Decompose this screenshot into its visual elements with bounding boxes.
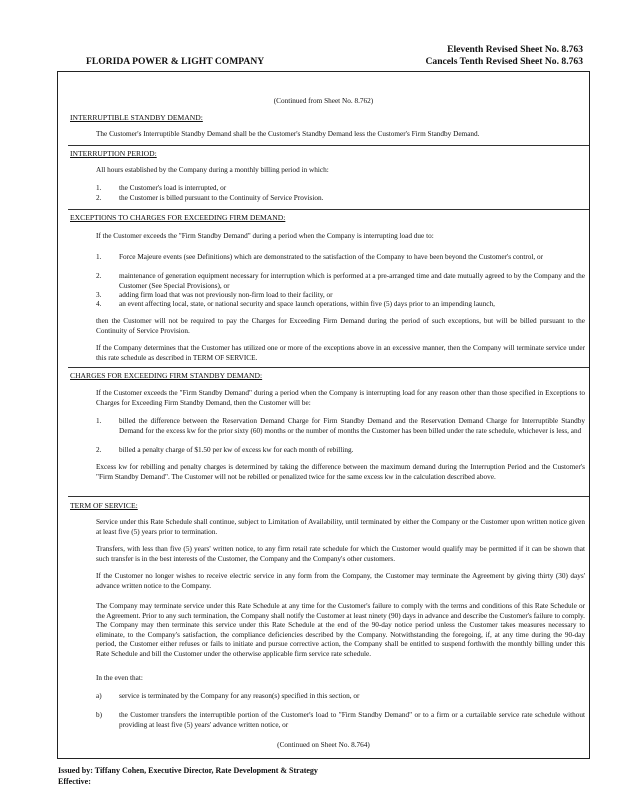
list-item: the Customer transfers the interruptible portion of the Customer's load to "Firm Standby Demand" or to a firm or a curtailable service rate schedule without providing at least five (5) years' advance written notice, or	[119, 711, 585, 729]
exceptions-para: then the Customer will not be required to pay the Charges for Exceeding Firm Demand during the period of such exceptions, but will be billed pursuant to the Continuity of Service Provision.	[96, 317, 585, 335]
section-divider	[68, 367, 589, 368]
term-para: In the even that:	[96, 674, 143, 682]
sheet-number: Eleventh Revised Sheet No. 8.763	[447, 44, 583, 55]
list-item: Force Majeure events (see Definitions) which are demonstrated to the satisfaction of the Company to have been beyond the Customer's control, or	[119, 253, 544, 261]
list-number: 2.	[96, 272, 102, 280]
list-item: maintenance of generation equipment necessary for interruption which is performed at a pre-arranged time and date mutually agreed to by the Company and the Customer (See Special Provisions), or	[119, 272, 585, 290]
list-item: the Customer is billed pursuant to the Continuity of Service Provision.	[119, 194, 324, 202]
issued-by: Issued by: Tiffany Cohen, Executive Director, Rate Development & Strategy	[58, 766, 318, 775]
list-number: 4.	[96, 300, 102, 308]
list-number: 1.	[96, 253, 102, 261]
effective-date: Effective:	[58, 777, 91, 786]
section-divider	[68, 145, 589, 146]
interruption-intro: All hours established by the Company during a monthly billing period in which:	[96, 166, 329, 174]
continued-on: (Continued on Sheet No. 8.764)	[277, 741, 370, 749]
exceptions-heading: EXCEPTIONS TO CHARGES FOR EXCEEDING FIRM DEMAND:	[70, 213, 286, 222]
list-number: b)	[96, 711, 103, 719]
list-item: billed a penalty charge of $1.50 per kw of excess kw for each month of rebilling.	[119, 446, 354, 454]
list-number: 1.	[96, 184, 102, 192]
list-number: a)	[96, 692, 102, 700]
sheet-header	[425, 44, 583, 68]
interruptible-heading: INTERRUPTIBLE STANDBY DEMAND:	[70, 113, 203, 122]
section-divider	[68, 496, 589, 497]
term-para: If the Customer no longer wishes to receive electric service in any form from the Company, the Customer may terminate the Agreement by giving thirty (30) days' advance written notice to the Company.	[96, 572, 585, 590]
charges-intro: If the Customer exceeds the "Firm Standby Demand" during a period when the Company is interrupting load for any reason other than those specified in Exceptions to Charges for Exceeding Firm Standby Demand, then the Customer will be:	[96, 389, 585, 407]
interruption-heading: INTERRUPTION PERIOD:	[70, 149, 157, 158]
interruptible-text: The Customer's Interruptible Standby Demand shall be the Customer's Standby Demand less the Customer's Firm Standby Demand.	[96, 130, 480, 138]
list-item: the Customer's load is interrupted, or	[119, 184, 227, 192]
term-para: Transfers, with less than five (5) years' written notice, to any firm retail rate schedule for which the Customer would qualify may be permitted if it can be shown that such transfer is in the best interests of the Customer, the Company and the Company's other customers.	[96, 545, 585, 563]
term-heading: TERM OF SERVICE:	[70, 501, 138, 510]
list-number: 2.	[96, 446, 102, 454]
list-item: an event affecting local, state, or national security and space launch operations, within five (5) days prior to an impending launch,	[119, 300, 495, 308]
section-divider	[68, 209, 589, 210]
cancels-sheet: Cancels Tenth Revised Sheet No. 8.763	[425, 56, 583, 67]
charges-para: Excess kw for rebilling and penalty charges is determined by taking the difference between the maximum demand during the Interruption Period and the Customer's "Firm Standby Demand". The Customer will not be rebilled or penalized twice for the same excess kw in the calculation described above.	[96, 463, 585, 481]
exceptions-para: If the Company determines that the Customer has utilized one or more of the exceptions above in an excessive manner, then the Company will terminate service under this rate schedule as described in TERM OF SERVICE.	[96, 344, 585, 362]
exceptions-intro: If the Customer exceeds the "Firm Standby Demand" during a period when the Company is interrupting load due to:	[96, 232, 434, 240]
list-number: 3.	[96, 291, 102, 299]
list-item: adding firm load that was not previously non-firm load to their facility, or	[119, 291, 333, 299]
continued-from: (Continued from Sheet No. 8.762)	[273, 97, 374, 105]
list-item: billed the difference between the Reservation Demand Charge for Firm Standby Demand and the Reservation Demand Charge for Interruptible Standby Demand for the excess kw for the prior sixty (60) months or the number of months the Customer has been billed under the rate schedule, whichever is less, and	[119, 417, 585, 435]
list-item: service is terminated by the Company for any reason(s) specified in this section, or	[119, 692, 360, 700]
list-number: 2.	[96, 194, 102, 202]
term-para: The Company may terminate service under this Rate Schedule at any time for the Customer's failure to comply with the terms and conditions of this Rate Schedule or the Agreement. Prior to any such termination, the Company shall notify the Customer at least ninety (90) days in advance and describe the Customer's failure to comply. The Company may then terminate this service under this Rate Schedule at the end of the 90-day notice period unless the Customer takes measures necessary to eliminate, to the Company's satisfaction, the compliance deficiencies described by the Company. Notwithstanding the foregoing, if, at any time during the 90-day period, the Customer either refuses or fails to initiate and pursue corrective action, the Company shall be entitled to suspend forthwith the monthly billing under this Rate Schedule and bill the Customer under the otherwise applicable firm service rate schedule.	[96, 602, 585, 658]
term-para: Service under this Rate Schedule shall continue, subject to Limitation of Availability, until terminated by either the Company or the Customer upon written notice given at least five (5) years prior to termination.	[96, 518, 585, 536]
company-name: FLORIDA POWER & LIGHT COMPANY	[86, 56, 265, 67]
charges-heading: CHARGES FOR EXCEEDING FIRM STANDBY DEMAND:	[70, 371, 263, 380]
list-number: 1.	[96, 417, 102, 425]
